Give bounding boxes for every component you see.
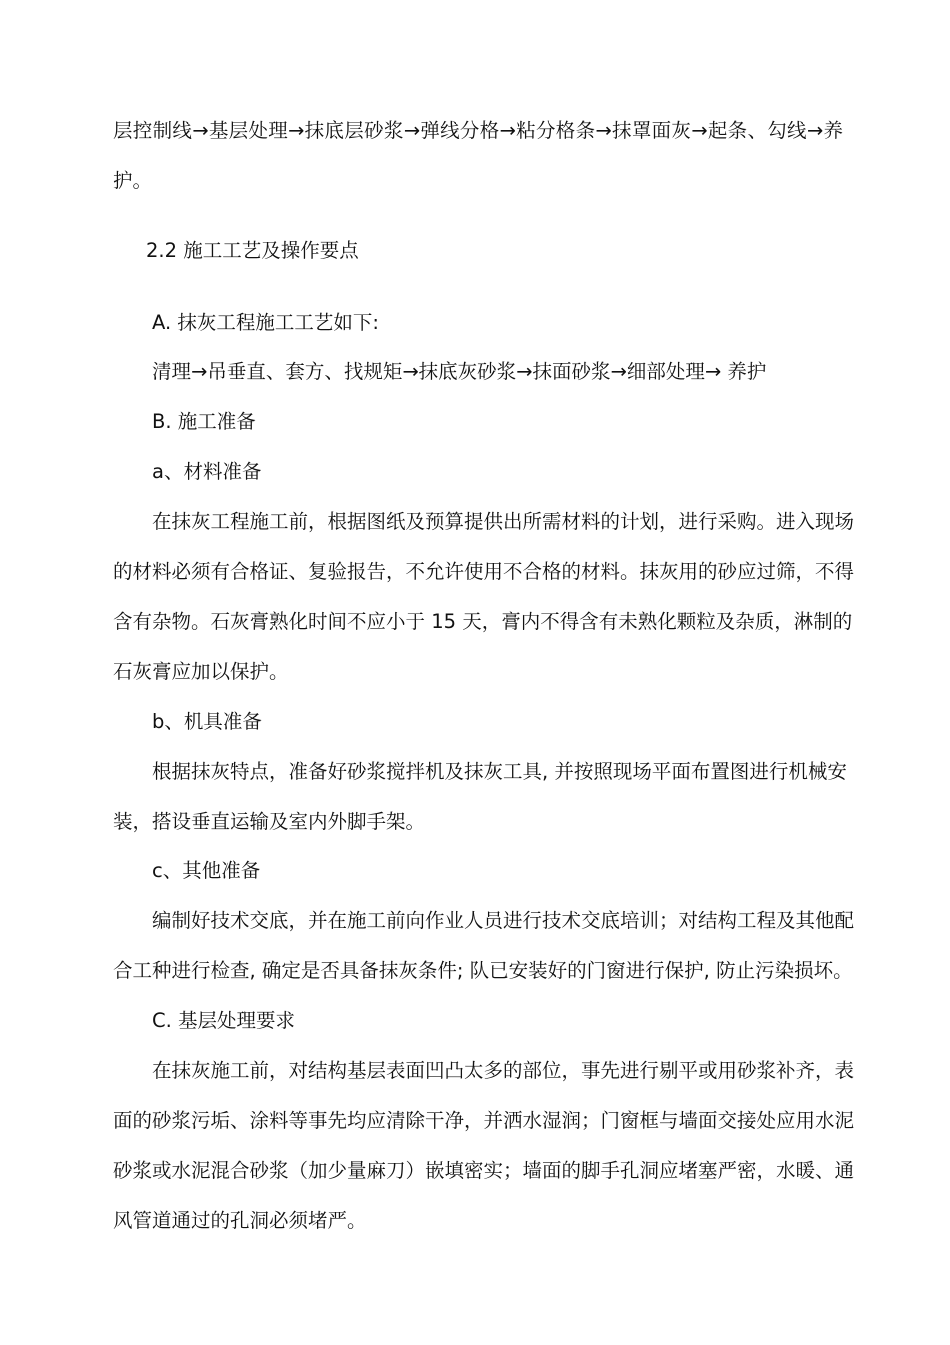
subheading: B. 施工准备: [152, 410, 256, 433]
text-line: 合工种进行检查, 确定是否具备抹灰条件; 队已安装好的门窗进行保护, 防止污染损坏。: [113, 959, 853, 982]
text-line: 护。: [113, 169, 153, 192]
text-line: 在抹灰施工前，对结构基层表面凹凸太多的部位，事先进行剔平或用砂浆补齐，表: [152, 1059, 855, 1082]
text-line: 根据抹灰特点，准备好砂浆搅拌机及抹灰工具, 并按照现场平面布置图进行机械安: [152, 760, 847, 783]
text-line: 面的砂浆污垢、涂料等事先均应清除干净，并洒水湿润；门窗框与墙面交接处应用水泥: [113, 1109, 855, 1132]
subheading: c、其他准备: [152, 859, 261, 882]
section-heading: 2.2 施工工艺及操作要点: [146, 239, 359, 262]
text-line: 装，搭设垂直运输及室内外脚手架。: [113, 810, 426, 833]
text-line: 清理→吊垂直、套方、找规矩→抹底灰砂浆→抹面砂浆→细部处理→ 养护: [152, 360, 767, 383]
text-line: 石灰膏应加以保护。: [113, 660, 289, 683]
subheading: a、材料准备: [152, 460, 262, 483]
text-line: 在抹灰工程施工前，根据图纸及预算提供出所需材料的计划，进行采购。进入现场: [152, 510, 855, 533]
subheading: A. 抹灰工程施工工艺如下:: [152, 311, 379, 334]
text-line: 砂浆或水泥混合砂浆（加少量麻刀）嵌填密实；墙面的脚手孔洞应堵塞严密，水暖、通: [113, 1159, 855, 1182]
text-line: 层控制线→基层处理→抹底层砂浆→弹线分格→粘分格条→抹罩面灰→起条、勾线→养: [113, 119, 843, 142]
text-line: 含有杂物。石灰膏熟化时间不应小于 15 天，膏内不得含有未熟化颗粒及杂质，淋制的: [113, 610, 853, 633]
text-line: 编制好技术交底，并在施工前向作业人员进行技术交底培训；对结构工程及其他配: [152, 909, 855, 932]
text-line: 风管道通过的孔洞必须堵严。: [113, 1209, 367, 1232]
subheading: b、机具准备: [152, 710, 262, 733]
text-line: 的材料必须有合格证、复验报告，不允许使用不合格的材料。抹灰用的砂应过筛，不得: [113, 560, 855, 583]
subheading: C. 基层处理要求: [152, 1009, 296, 1032]
